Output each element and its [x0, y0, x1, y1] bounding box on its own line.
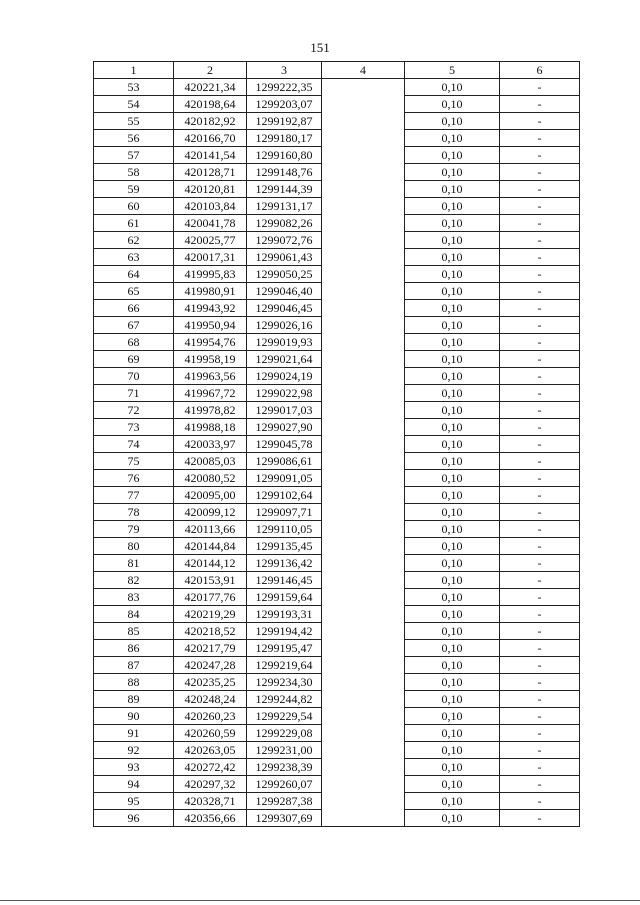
- value-cell: 0,10: [405, 300, 500, 317]
- value-cell: 0,10: [405, 691, 500, 708]
- point-number-cell: 94: [94, 776, 174, 793]
- x-coordinate-cell: 420177,76: [174, 589, 247, 606]
- point-number-cell: 90: [94, 708, 174, 725]
- value-cell: 0,10: [405, 776, 500, 793]
- point-number-cell: 67: [94, 317, 174, 334]
- value-cell: 0,10: [405, 674, 500, 691]
- dash-cell: -: [500, 725, 580, 742]
- x-coordinate-cell: 420247,28: [174, 657, 247, 674]
- x-coordinate-cell: 420356,66: [174, 810, 247, 827]
- value-cell: 0,10: [405, 368, 500, 385]
- x-coordinate-cell: 419980,91: [174, 283, 247, 300]
- point-number-cell: 62: [94, 232, 174, 249]
- value-cell: 0,10: [405, 589, 500, 606]
- dash-cell: -: [500, 130, 580, 147]
- point-number-cell: 71: [94, 385, 174, 402]
- value-cell: 0,10: [405, 470, 500, 487]
- value-cell: 0,10: [405, 164, 500, 181]
- value-cell: 0,10: [405, 351, 500, 368]
- y-coordinate-cell: 1299195,47: [247, 640, 322, 657]
- y-coordinate-cell: 1299027,90: [247, 419, 322, 436]
- y-coordinate-cell: 1299234,30: [247, 674, 322, 691]
- point-number-cell: 93: [94, 759, 174, 776]
- x-coordinate-cell: 420041,78: [174, 215, 247, 232]
- value-cell: 0,10: [405, 572, 500, 589]
- x-coordinate-cell: 419963,56: [174, 368, 247, 385]
- dash-cell: -: [500, 300, 580, 317]
- y-coordinate-cell: 1299046,40: [247, 283, 322, 300]
- dash-cell: -: [500, 623, 580, 640]
- x-coordinate-cell: 420235,25: [174, 674, 247, 691]
- y-coordinate-cell: 1299238,39: [247, 759, 322, 776]
- dash-cell: -: [500, 555, 580, 572]
- point-number-cell: 74: [94, 436, 174, 453]
- point-number-cell: 61: [94, 215, 174, 232]
- point-number-cell: 84: [94, 606, 174, 623]
- x-coordinate-cell: 420260,23: [174, 708, 247, 725]
- value-cell: 0,10: [405, 402, 500, 419]
- value-cell: 0,10: [405, 385, 500, 402]
- dash-cell: -: [500, 113, 580, 130]
- header-col-4: 4: [322, 62, 405, 79]
- y-coordinate-cell: 1299287,38: [247, 793, 322, 810]
- point-number-cell: 65: [94, 283, 174, 300]
- point-number-cell: 81: [94, 555, 174, 572]
- x-coordinate-cell: 420263,05: [174, 742, 247, 759]
- x-coordinate-cell: 420260,59: [174, 725, 247, 742]
- value-cell: 0,10: [405, 113, 500, 130]
- x-coordinate-cell: 420120,81: [174, 181, 247, 198]
- page-number: 151: [310, 40, 330, 55]
- point-number-cell: 95: [94, 793, 174, 810]
- value-cell: 0,10: [405, 96, 500, 113]
- point-number-cell: 73: [94, 419, 174, 436]
- value-cell: 0,10: [405, 130, 500, 147]
- value-cell: 0,10: [405, 283, 500, 300]
- x-coordinate-cell: 420272,42: [174, 759, 247, 776]
- point-number-cell: 55: [94, 113, 174, 130]
- dash-cell: -: [500, 589, 580, 606]
- x-coordinate-cell: 420113,66: [174, 521, 247, 538]
- y-coordinate-cell: 1299097,71: [247, 504, 322, 521]
- dash-cell: -: [500, 266, 580, 283]
- y-coordinate-cell: 1299146,45: [247, 572, 322, 589]
- y-coordinate-cell: 1299024,19: [247, 368, 322, 385]
- point-number-cell: 59: [94, 181, 174, 198]
- y-coordinate-cell: 1299082,26: [247, 215, 322, 232]
- dash-cell: -: [500, 419, 580, 436]
- y-coordinate-cell: 1299194,42: [247, 623, 322, 640]
- dash-cell: -: [500, 742, 580, 759]
- x-coordinate-cell: 419995,83: [174, 266, 247, 283]
- value-cell: 0,10: [405, 742, 500, 759]
- dash-cell: -: [500, 215, 580, 232]
- value-cell: 0,10: [405, 793, 500, 810]
- dash-cell: -: [500, 79, 580, 96]
- dash-cell: -: [500, 487, 580, 504]
- value-cell: 0,10: [405, 623, 500, 640]
- point-number-cell: 80: [94, 538, 174, 555]
- x-coordinate-cell: 420080,52: [174, 470, 247, 487]
- y-coordinate-cell: 1299061,43: [247, 249, 322, 266]
- x-coordinate-cell: 420297,32: [174, 776, 247, 793]
- point-number-cell: 85: [94, 623, 174, 640]
- dash-cell: -: [500, 402, 580, 419]
- dash-cell: -: [500, 317, 580, 334]
- x-coordinate-cell: 419967,72: [174, 385, 247, 402]
- x-coordinate-cell: 420198,64: [174, 96, 247, 113]
- value-cell: 0,10: [405, 317, 500, 334]
- y-coordinate-cell: 1299017,03: [247, 402, 322, 419]
- dash-cell: -: [500, 657, 580, 674]
- y-coordinate-cell: 1299231,00: [247, 742, 322, 759]
- dash-cell: -: [500, 691, 580, 708]
- value-cell: 0,10: [405, 555, 500, 572]
- y-coordinate-cell: 1299148,76: [247, 164, 322, 181]
- table-header: [94, 62, 580, 79]
- point-number-cell: 76: [94, 470, 174, 487]
- table-row: [94, 79, 580, 96]
- dash-cell: -: [500, 521, 580, 538]
- x-coordinate-cell: 420095,00: [174, 487, 247, 504]
- dash-cell: -: [500, 572, 580, 589]
- point-number-cell: 66: [94, 300, 174, 317]
- header-col-6: 6: [500, 62, 580, 79]
- y-coordinate-cell: 1299229,08: [247, 725, 322, 742]
- value-cell: 0,10: [405, 334, 500, 351]
- point-number-cell: 53: [94, 79, 174, 96]
- y-coordinate-cell: 1299307,69: [247, 810, 322, 827]
- point-number-cell: 91: [94, 725, 174, 742]
- dash-cell: -: [500, 283, 580, 300]
- value-cell: 0,10: [405, 436, 500, 453]
- dash-cell: -: [500, 351, 580, 368]
- x-coordinate-cell: 420144,84: [174, 538, 247, 555]
- dash-cell: -: [500, 810, 580, 827]
- x-coordinate-cell: 419988,18: [174, 419, 247, 436]
- y-coordinate-cell: 1299192,87: [247, 113, 322, 130]
- dash-cell: -: [500, 181, 580, 198]
- y-coordinate-cell: 1299131,17: [247, 198, 322, 215]
- y-coordinate-cell: 1299244,82: [247, 691, 322, 708]
- point-number-cell: 63: [94, 249, 174, 266]
- x-coordinate-cell: 420025,77: [174, 232, 247, 249]
- y-coordinate-cell: 1299260,07: [247, 776, 322, 793]
- point-number-cell: 92: [94, 742, 174, 759]
- x-coordinate-cell: 420221,34: [174, 79, 247, 96]
- value-cell: 0,10: [405, 640, 500, 657]
- y-coordinate-cell: 1299136,42: [247, 555, 322, 572]
- y-coordinate-cell: 1299180,17: [247, 130, 322, 147]
- y-coordinate-cell: 1299102,64: [247, 487, 322, 504]
- point-number-cell: 78: [94, 504, 174, 521]
- y-coordinate-cell: 1299144,39: [247, 181, 322, 198]
- y-coordinate-cell: 1299046,45: [247, 300, 322, 317]
- point-number-cell: 96: [94, 810, 174, 827]
- value-cell: 0,10: [405, 249, 500, 266]
- point-number-cell: 77: [94, 487, 174, 504]
- value-cell: 0,10: [405, 79, 500, 96]
- dash-cell: -: [500, 334, 580, 351]
- y-coordinate-cell: 1299203,07: [247, 96, 322, 113]
- dash-cell: -: [500, 385, 580, 402]
- x-coordinate-cell: 419954,76: [174, 334, 247, 351]
- x-coordinate-cell: 420033,97: [174, 436, 247, 453]
- y-coordinate-cell: 1299135,45: [247, 538, 322, 555]
- point-number-cell: 58: [94, 164, 174, 181]
- x-coordinate-cell: 420103,84: [174, 198, 247, 215]
- value-cell: 0,10: [405, 266, 500, 283]
- y-coordinate-cell: 1299086,61: [247, 453, 322, 470]
- x-coordinate-cell: 420166,70: [174, 130, 247, 147]
- x-coordinate-cell: 420099,12: [174, 504, 247, 521]
- value-cell: 0,10: [405, 657, 500, 674]
- value-cell: 0,10: [405, 521, 500, 538]
- dash-cell: -: [500, 453, 580, 470]
- y-coordinate-cell: 1299091,05: [247, 470, 322, 487]
- y-coordinate-cell: 1299219,64: [247, 657, 322, 674]
- value-cell: 0,10: [405, 181, 500, 198]
- dash-cell: -: [500, 368, 580, 385]
- table-body: [94, 79, 580, 827]
- y-coordinate-cell: 1299193,31: [247, 606, 322, 623]
- x-coordinate-cell: 419943,92: [174, 300, 247, 317]
- point-number-cell: 82: [94, 572, 174, 589]
- dash-cell: -: [500, 147, 580, 164]
- x-coordinate-cell: 420328,71: [174, 793, 247, 810]
- y-coordinate-cell: 1299110,05: [247, 521, 322, 538]
- y-coordinate-cell: 1299222,35: [247, 79, 322, 96]
- value-cell: 0,10: [405, 538, 500, 555]
- value-cell: 0,10: [405, 487, 500, 504]
- header-col-2: 2: [174, 62, 247, 79]
- x-coordinate-cell: 420182,92: [174, 113, 247, 130]
- value-cell: 0,10: [405, 419, 500, 436]
- value-cell: 0,10: [405, 606, 500, 623]
- point-number-cell: 89: [94, 691, 174, 708]
- point-number-cell: 72: [94, 402, 174, 419]
- dash-cell: -: [500, 470, 580, 487]
- value-cell: 0,10: [405, 759, 500, 776]
- point-number-cell: 88: [94, 674, 174, 691]
- dash-cell: -: [500, 164, 580, 181]
- point-number-cell: 87: [94, 657, 174, 674]
- x-coordinate-cell: 420153,91: [174, 572, 247, 589]
- value-cell: 0,10: [405, 147, 500, 164]
- dash-cell: -: [500, 606, 580, 623]
- point-number-cell: 75: [94, 453, 174, 470]
- header-col-1: 1: [94, 62, 174, 79]
- dash-cell: -: [500, 249, 580, 266]
- point-number-cell: 60: [94, 198, 174, 215]
- value-cell: 0,10: [405, 232, 500, 249]
- x-coordinate-cell: 420144,12: [174, 555, 247, 572]
- x-coordinate-cell: 419950,94: [174, 317, 247, 334]
- point-number-cell: 86: [94, 640, 174, 657]
- point-number-cell: 57: [94, 147, 174, 164]
- x-coordinate-cell: 420217,79: [174, 640, 247, 657]
- x-coordinate-cell: 420219,29: [174, 606, 247, 623]
- point-number-cell: 54: [94, 96, 174, 113]
- value-cell: 0,10: [405, 198, 500, 215]
- y-coordinate-cell: 1299229,54: [247, 708, 322, 725]
- dash-cell: -: [500, 96, 580, 113]
- point-number-cell: 69: [94, 351, 174, 368]
- dash-cell: -: [500, 776, 580, 793]
- y-coordinate-cell: 1299045,78: [247, 436, 322, 453]
- point-number-cell: 83: [94, 589, 174, 606]
- point-number-cell: 79: [94, 521, 174, 538]
- dash-cell: -: [500, 674, 580, 691]
- y-coordinate-cell: 1299026,16: [247, 317, 322, 334]
- dash-cell: -: [500, 232, 580, 249]
- dash-cell: -: [500, 708, 580, 725]
- value-cell: 0,10: [405, 453, 500, 470]
- dash-cell: -: [500, 640, 580, 657]
- header-col-5: 5: [405, 62, 500, 79]
- value-cell: 0,10: [405, 810, 500, 827]
- point-number-cell: 56: [94, 130, 174, 147]
- dash-cell: -: [500, 504, 580, 521]
- x-coordinate-cell: 420128,71: [174, 164, 247, 181]
- header-row: [94, 62, 580, 79]
- coordinates-table: [93, 61, 580, 827]
- y-coordinate-cell: 1299022,98: [247, 385, 322, 402]
- dash-cell: -: [500, 759, 580, 776]
- x-coordinate-cell: 420085,03: [174, 453, 247, 470]
- x-coordinate-cell: 420141,54: [174, 147, 247, 164]
- dash-cell: -: [500, 436, 580, 453]
- y-coordinate-cell: 1299019,93: [247, 334, 322, 351]
- y-coordinate-cell: 1299072,76: [247, 232, 322, 249]
- x-coordinate-cell: 420248,24: [174, 691, 247, 708]
- value-cell: 0,10: [405, 708, 500, 725]
- dash-cell: -: [500, 198, 580, 215]
- y-coordinate-cell: 1299159,64: [247, 589, 322, 606]
- point-number-cell: 68: [94, 334, 174, 351]
- header-col-3: 3: [247, 62, 322, 79]
- dash-cell: -: [500, 793, 580, 810]
- page-bottom-rule: [0, 900, 640, 901]
- y-coordinate-cell: 1299050,25: [247, 266, 322, 283]
- point-number-cell: 70: [94, 368, 174, 385]
- y-coordinate-cell: 1299021,64: [247, 351, 322, 368]
- x-coordinate-cell: 419978,82: [174, 402, 247, 419]
- x-coordinate-cell: 420218,52: [174, 623, 247, 640]
- value-cell: 0,10: [405, 504, 500, 521]
- x-coordinate-cell: 419958,19: [174, 351, 247, 368]
- point-number-cell: 64: [94, 266, 174, 283]
- x-coordinate-cell: 420017,31: [174, 249, 247, 266]
- value-cell: 0,10: [405, 215, 500, 232]
- y-coordinate-cell: 1299160,80: [247, 147, 322, 164]
- column-4-empty-cell: [322, 79, 405, 827]
- dash-cell: -: [500, 538, 580, 555]
- value-cell: 0,10: [405, 725, 500, 742]
